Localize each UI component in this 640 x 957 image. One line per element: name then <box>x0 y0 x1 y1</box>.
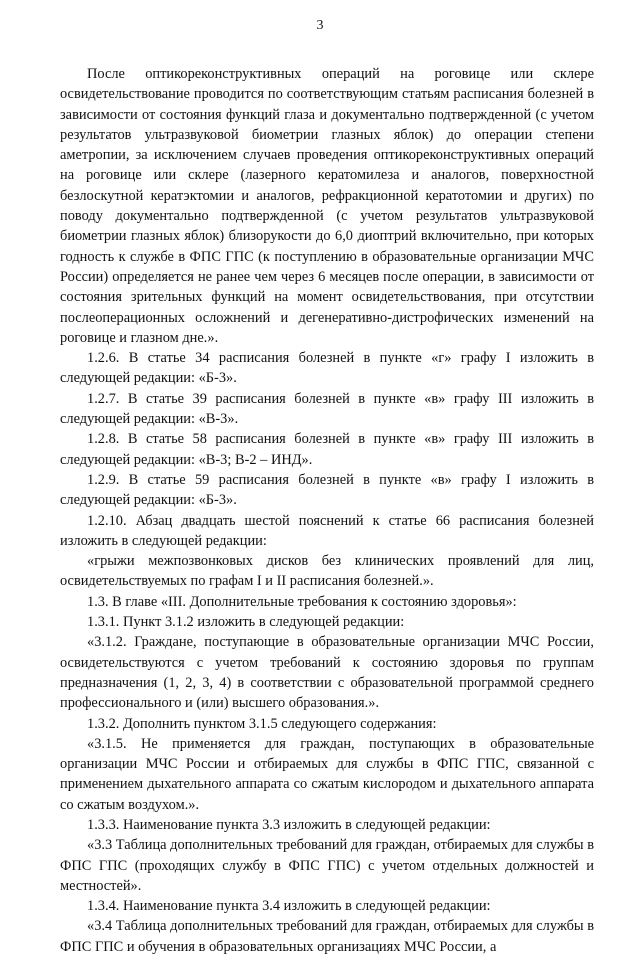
paragraph-1-3-1: 1.3.1. Пункт 3.1.2 изложить в следующей редакции: <box>87 614 405 631</box>
paragraph-3-3-quote: «3.3 Таблица дополнительных требований для граждан, отбираемых для службы в ФПС ГПС (проходящих службу в ФПС ГПС) с учетом отдельных должностей и местностей». <box>60 837 594 894</box>
paragraph-3-1-2-quote: «3.1.2. Граждане, поступающие в образовательные организации МЧС России, освидетельствуются с учетом требований к состоянию здоровья по группам предназначения (1, 2, 3, 4) в соответствии с образовательной программой среднего профессионального и (или) высшего образования.». <box>60 634 594 712</box>
paragraph-3-1-5-quote: «3.1.5. Не применяется для граждан, поступающих в образовательные организации МЧС России и отбираемых для службы в ФПС ГПС, связанной с применением дыхательного аппарата со сжатым кислородом и дыхательного аппарата со сжатым воздухом.». <box>60 735 594 813</box>
paragraph-1-2-7: 1.2.7. В статье 39 расписания болезней в пункте «в» графу III изложить в следующей редакции: «В-3». <box>60 390 594 428</box>
page-number: 3 <box>316 18 324 33</box>
paragraph-1-3: 1.3. В главе «III. Дополнительные требования к состоянию здоровья»: <box>87 593 517 610</box>
paragraph-1-2-8: 1.2.8. В статье 58 расписания болезней в пункте «в» графу III изложить в следующей редакции: «В-3; В-2 – ИНД». <box>60 431 594 468</box>
paragraph-1-2-10: 1.2.10. Абзац двадцать шестой пояснений к статье 66 расписания болезней изложить в следующей редакции: <box>60 512 594 549</box>
paragraph-1-2-6: 1.2.6. В статье 34 расписания болезней в пункте «г» графу I изложить в следующей редакции: «Б-3». <box>60 350 594 387</box>
paragraph-3-4-quote: «3.4 Таблица дополнительных требований для граждан, отбираемых для службы в ФПС ГПС и обучения в образовательных организациях МЧС России, а <box>60 918 594 955</box>
paragraph-postoperative-exam: После оптикореконструктивных операций на роговице или склере освидетельствование проводится по соответствующим статьям расписания болезней в зависимости от состояния функций глаза и документально подтвержденной (с учетом результатов ультразвуковой биометрии глазных яблок) до операции степени аметропии, за исключением случаев проведения оптикореконструктивных операций на роговице или склере (лазерного кератомилеза и аналогов, поверхностной безлоскутной кератэктомии и аналогов, рефракционной кератотомии и других) по поводу документально подтвержденной (с учетом результатов ультразвуковой биометрии глазных яблок) близорукости до 6,0 диоптрий включительно, при которых годность к службе в ФПС ГПС (к поступлению в образовательные организации МЧС России) определяется не ранее чем через 6 месяцев после операции, в зависимости от состояния зрительных функций на момент освидетельствования, при отсутствии послеоперационных осложнений и дегенеративно-дистрофических изменений на роговице и глазном дне.». <box>60 66 594 346</box>
paragraph-1-3-4: 1.3.4. Наименование пункта 3.4 изложить в следующей редакции: <box>87 898 491 915</box>
paragraph-1-2-9: 1.2.9. В статье 59 расписания болезней в пункте «в» графу I изложить в следующей редакции: «Б-3». <box>60 471 594 509</box>
document-body <box>60 64 594 957</box>
paragraph-hernia-quote: «грыжи межпозвонковых дисков без клинических проявлений для лиц, освидетельствуемых по графам I и II расписания болезней.». <box>60 553 594 590</box>
paragraph-1-3-2: 1.3.2. Дополнить пунктом 3.1.5 следующего содержания: <box>87 715 437 732</box>
paragraph-1-3-3: 1.3.3. Наименование пункта 3.3 изложить в следующей редакции: <box>87 816 491 833</box>
